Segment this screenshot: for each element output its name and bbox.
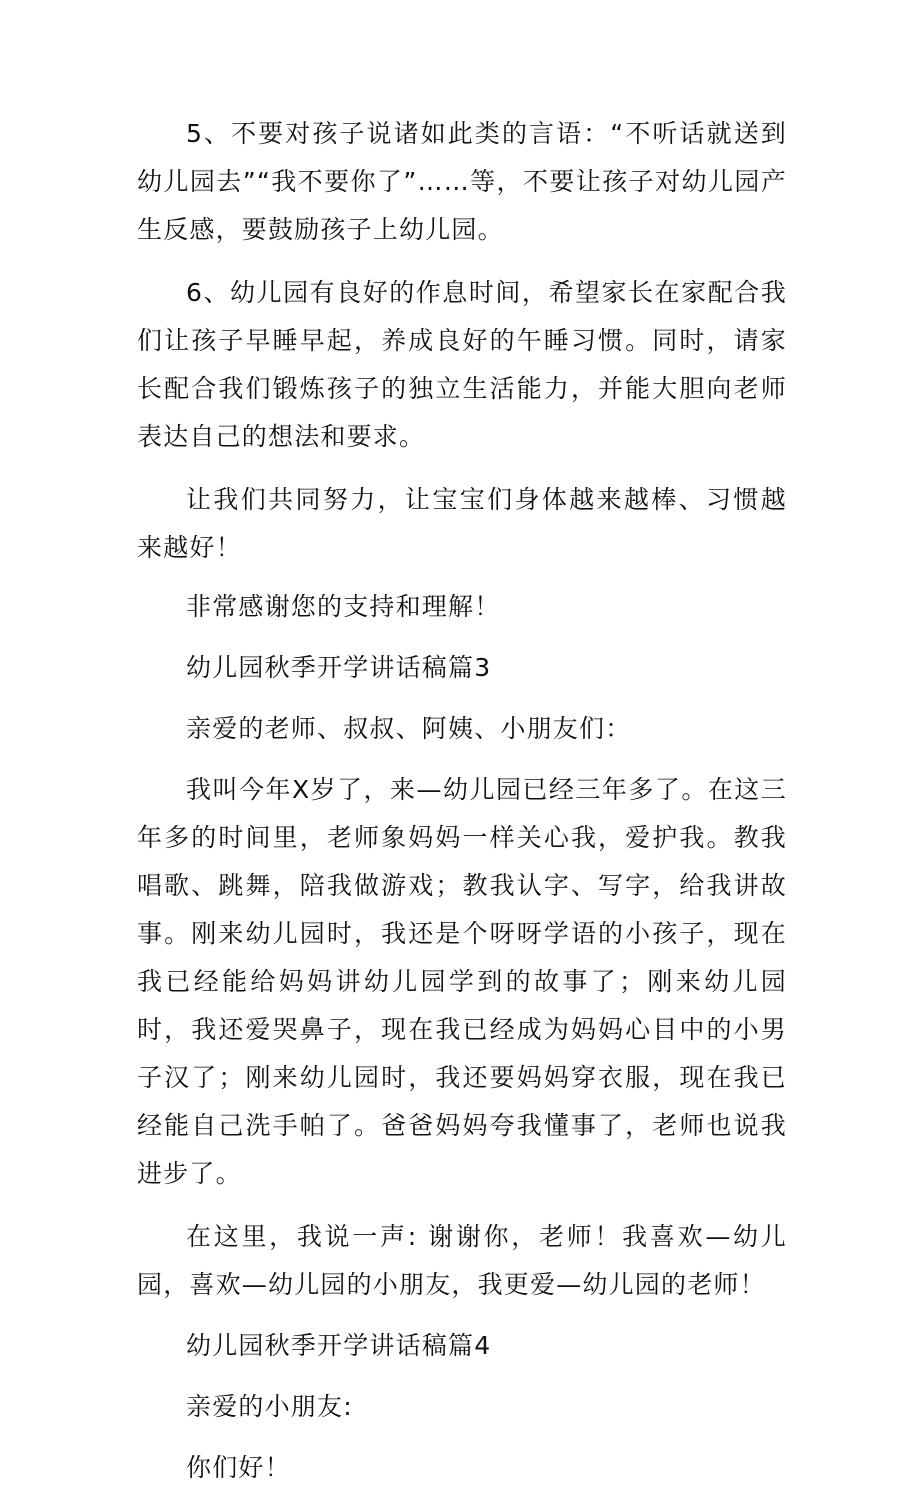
speech-body-3: 我叫今年X岁了，来—幼儿园已经三年多了。在这三年多的时间里，老师象妈妈一样关心我，爱护我。教我唱歌、跳舞，陪我做游戏；教我认字、写字，给我讲故事。刚来幼儿园时，我还是个呀呀学语的小孩子，现在我已经能给妈妈讲幼儿园学到的故事了；刚来幼儿园时，我还爱哭鼻子，现在我已经成为妈妈心目中的小男子汉了；刚来幼儿园时，我还要妈妈穿衣服，现在我已经能自己洗手帕了。爸爸妈妈夸我懂事了，老师也说我进步了。	[137, 775, 787, 1188]
closing-encouragement: 让我们共同努力，让宝宝们身体越来越棒、习惯越来越好！	[137, 485, 787, 562]
document-body	[137, 110, 787, 1492]
paragraph-item-5: 5、不要对孩子说诸如此类的言语：“不听话就送到幼儿园去”“我不要你了”……等，不要让孩子对幼儿园产生反感，要鼓励孩子上幼儿园。	[137, 119, 787, 244]
salutation-4: 亲爱的小朋友:	[186, 1392, 353, 1421]
speech-closing-3: 在这里，我说一声: 谢谢你，老师！我喜欢—幼儿园，喜欢—幼儿园的小朋友，我更爱—幼儿园的老师！	[137, 1222, 787, 1299]
section-title-4: 幼儿园秋季开学讲话稿篇4	[186, 1331, 492, 1360]
salutation-3: 亲爱的老师、叔叔、阿姨、小朋友们：	[186, 714, 632, 743]
greeting-4: 你们好！	[186, 1453, 291, 1482]
paragraph-item-6: 6、幼儿园有良好的作息时间，希望家长在家配合我们让孩子早睡早起，养成良好的午睡习惯。同时，请家长配合我们锻炼孩子的独立生活能力，并能大胆向老师表达自己的想法和要求。	[137, 278, 787, 451]
section-title-3: 幼儿园秋季开学讲话稿篇3	[186, 653, 492, 682]
thanks-line: 非常感谢您的支持和理解！	[186, 592, 501, 621]
